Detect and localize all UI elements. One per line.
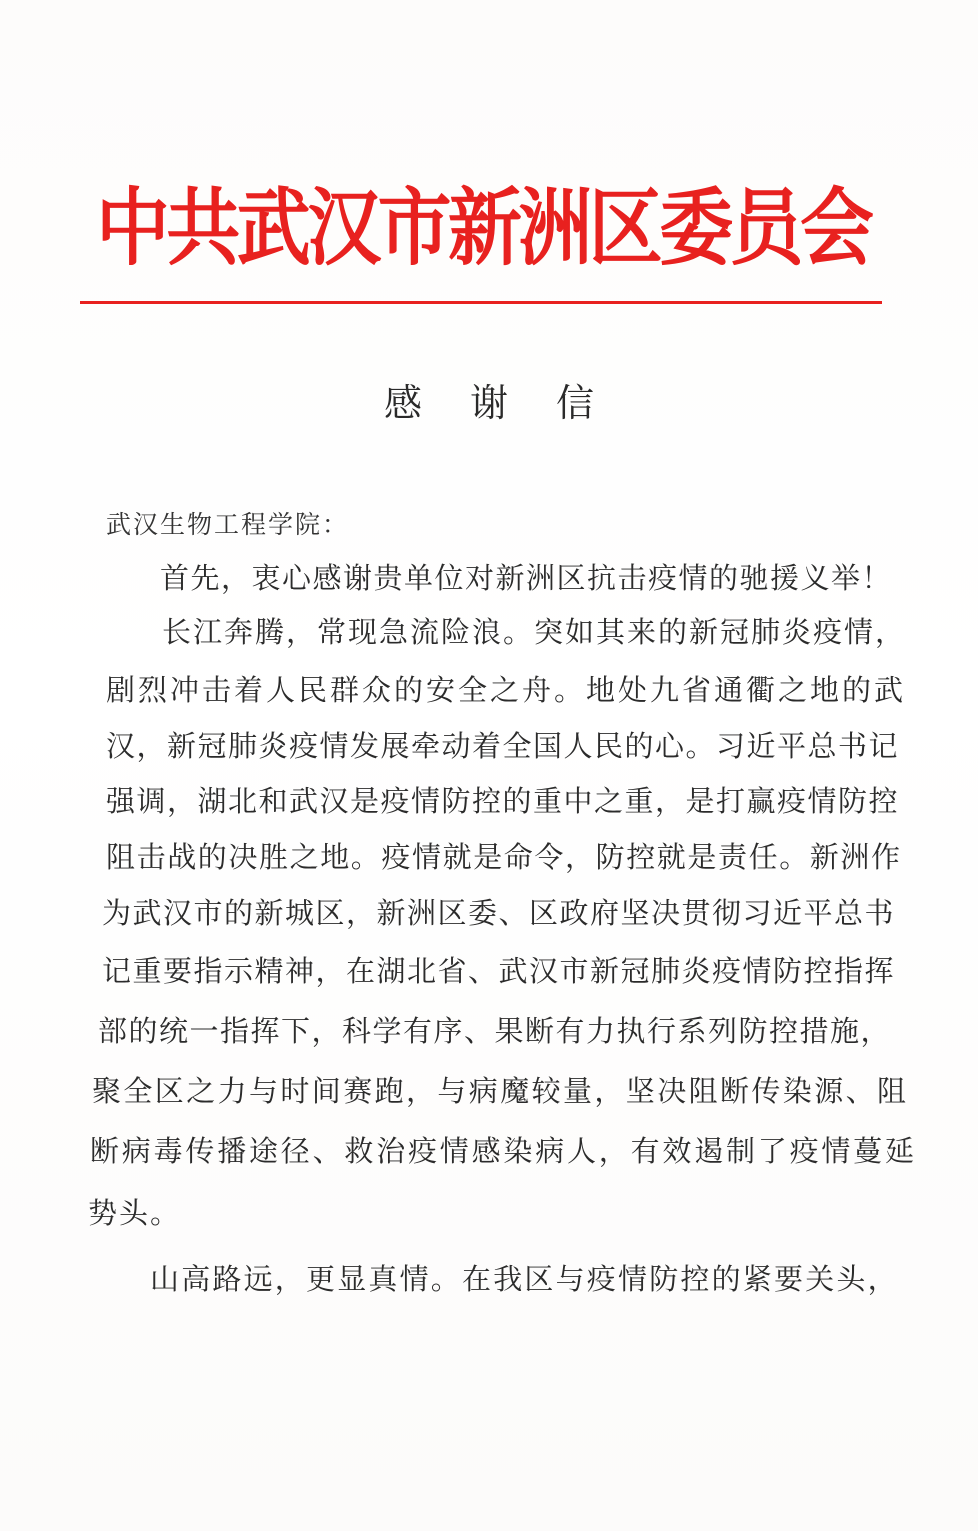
body-line: 长江奔腾，常现急流险浪。突如其来的新冠肺炎疫情， <box>162 615 907 649</box>
body-line: 强调，湖北和武汉是疫情防控的重中之重，是打赢疫情防控 <box>106 784 900 818</box>
body-line: 记重要指示精神，在湖北省、武汉市新冠肺炎疫情防控指挥 <box>102 954 896 988</box>
body-line: 山高路远，更显真情。在我区与疫情防控的紧要关头， <box>150 1262 899 1296</box>
organization-letterhead-title: 中共武汉市新洲区委员会 <box>96 179 871 277</box>
body-line: 剧烈冲击着人民群众的安全之舟。地处九省通衢之地的武 <box>106 673 907 707</box>
body-line: 首先，衷心感谢贵单位对新洲区抗击疫情的驰援义举！ <box>160 561 893 595</box>
body-line: 为武汉市的新城区，新洲区委、区政府坚决贯彻习近平总书 <box>102 896 896 930</box>
letterhead-red-divider <box>80 301 882 304</box>
body-line: 部的统一指挥下，科学有序、果断有力执行系列防控措施， <box>98 1014 892 1048</box>
body-line: 断病毒传播途径、救治疫情感染病人，有效遏制了疫情蔓延 <box>90 1134 917 1168</box>
body-line: 汉，新冠肺炎疫情发展牵动着全国人民的心。习近平总书记 <box>106 729 900 763</box>
body-line: 阻击战的决胜之地。疫情就是命令，防控就是责任。新洲作 <box>106 840 902 874</box>
body-line: 势头。 <box>88 1196 182 1230</box>
letter-title: 感谢信 <box>383 381 642 425</box>
body-line: 聚全区之力与时间赛跑，与病魔较量，坚决阻断传染源、阻 <box>92 1074 909 1108</box>
letter-salutation: 武汉生物工程学院： <box>106 510 350 539</box>
